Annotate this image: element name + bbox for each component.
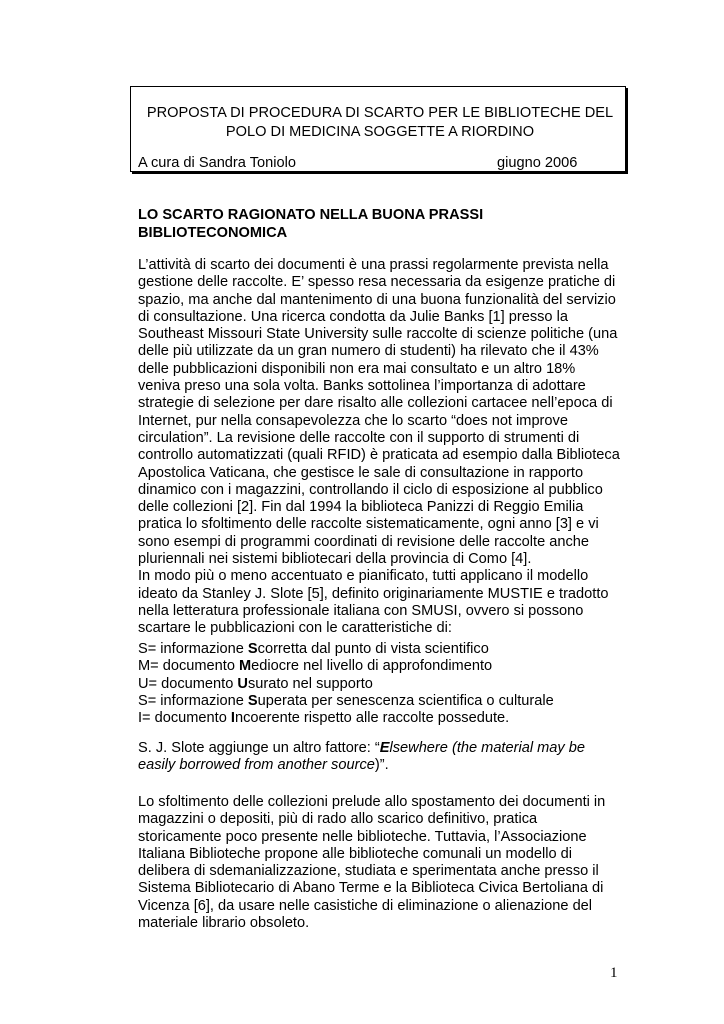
text-line: di consultazione. Una ricerca condotta da Julie Banks [1] presso la [138,308,568,325]
document-title-line: POLO DI MEDICINA SOGGETTE A RIORDINO [225,124,535,140]
text-line: controllo automatizzati (quali RFID) è praticata ad esempio dalla Biblioteca [138,447,620,464]
criteria-text: ncoerente rispetto alle raccolte possedute. [234,710,510,727]
text-line: ideato da Stanley J. Slote [5], definito originariamente MUSTIE e tradotto [138,585,609,602]
text-line [138,757,628,774]
criteria-text: uperata per senescenza scientifica o culturale [257,692,554,709]
criteria-text: corretta dal punto di vista scientifico [257,641,489,657]
text-line: Internet, pur nella consapevolezza che lo scarto “does not improve [138,412,568,429]
document-author: A cura di Sandra Toniolo [138,155,296,171]
text-line: spazio, ma anche dal mantenimento di una buona funzionalità del servizio [138,291,616,308]
criteria-item [138,676,628,693]
text-line: strategie di selezione per dare risalto alle collezioni cartacee nell’epoca di [138,395,613,412]
criteria-text: ediocre nel livello di approfondimento [251,658,493,675]
criteria-initial: U [237,675,248,692]
criteria-prefix: M= documento [138,658,239,675]
text-line: Apostolica Vaticana, che gestisce le sale di consultazione in rapporto [138,464,584,481]
header-box-shadow [132,172,628,174]
document-title-line: PROPOSTA DI PROCEDURA DI SCARTO PER LE BIBLIOTECHE DEL [146,105,614,121]
body-paragraph-intro [138,257,628,638]
section-heading-line: BIBLIOTECONOMICA [138,225,288,241]
text-line: pluriennali nei sistemi bibliotecari della provincia di Como [4]. [138,551,532,568]
text-line: Vicenza [6], da usare nelle casistiche di eliminazione o alienazione del [138,897,593,914]
criteria-initial: I [230,710,235,727]
text-line: delle pubblicazioni disponibili non era mai consultato e un altro 18% [138,360,576,377]
text-line: dinamico con i magazzini, controllando il ciclo di esposizione al pubblico [138,481,603,498]
criteria-initial: S [247,641,258,657]
slote-closing: )”. [374,757,389,774]
text-line: L’attività di scarto dei documenti è una prassi regolarmente prevista nella [138,257,609,273]
text-line: delle più utilizzate da un gran numero di studenti) ha rilevato che il 43% [138,343,599,360]
text-line: Sistema Bibliotecario di Abano Terme e la Biblioteca Civica Bertoliana di [138,880,604,897]
text-line: magazzini o depositi, più di rado allo scarico definitivo, pratica [138,811,538,828]
slote-initial: E [379,740,390,756]
text-line: gestione delle raccolte. E’ spesso resa necessaria da esigenze pratiche di [138,274,616,291]
text-line: materiale librario obsoleto. [138,915,310,932]
criteria-prefix: S= informazione [138,692,248,709]
body-paragraph-sdemanializzazione [138,794,628,932]
text-line: storicamente poco presente nelle biblioteche. Tuttavia, l’Associazione [138,828,587,845]
text-line: veniva preso una sola volta. Banks sottolinea l’importanza di adottare [138,378,586,395]
criteria-text: surato nel supporto [247,675,373,692]
page-number: 1 [610,965,618,981]
text-line: nella letteratura professionale italiana con SMUSI, ovvero si possono [138,602,584,619]
text-line [138,740,628,757]
text-line: scartare le pubblicazioni con le caratteristiche di: [138,620,452,637]
section-heading [138,206,618,242]
criteria-item [138,658,628,675]
document-date: giugno 2006 [497,155,578,171]
smusi-criteria-list [138,641,628,727]
text-line: Italiana Biblioteche propone alle biblioteche comunali un modello di [138,845,573,862]
text-line: pratica lo sfoltimento delle raccolte sistematicamente, ogni anno [3] e vi [138,516,599,533]
criteria-initial: S [247,692,258,709]
criteria-prefix: I= documento [138,710,231,727]
text-line: delibera di sdemanializzazione, studiata e sperimentata anche presso il [138,863,599,880]
slote-quote: easily borrowed from another source [138,757,375,774]
header-box-shadow [626,88,628,174]
slote-paragraph [138,740,628,775]
text-line: sono esempi di programmi coordinati di revisione delle raccolte anche [138,533,590,550]
document-title [140,104,620,142]
text-line: In modo più o meno accentuato e pianificato, tutti applicano il modello [138,568,589,585]
section-heading-line: LO SCARTO RAGIONATO NELLA BUONA PRASSI [138,207,484,223]
criteria-initial: M [239,658,252,675]
criteria-item [138,641,628,658]
slote-lead: S. J. Slote aggiunge un altro fattore: “ [138,740,380,756]
text-line: Southeast Missouri State University sulle raccolte di scienze politiche (una [138,326,618,343]
criteria-item [138,693,628,710]
text-line: circulation”. La revisione delle raccolte con il supporto di strumenti di [138,429,580,446]
criteria-prefix: U= documento [138,675,238,692]
criteria-item [138,710,628,727]
text-line: delle collezioni [2]. Fin dal 1994 la biblioteca Panizzi di Reggio Emilia [138,499,584,516]
slote-quote: lsewhere (the material may be [389,740,585,756]
text-line: Lo sfoltimento delle collezioni prelude allo spostamento dei documenti in [138,794,606,810]
criteria-prefix: S= informazione [138,641,248,657]
